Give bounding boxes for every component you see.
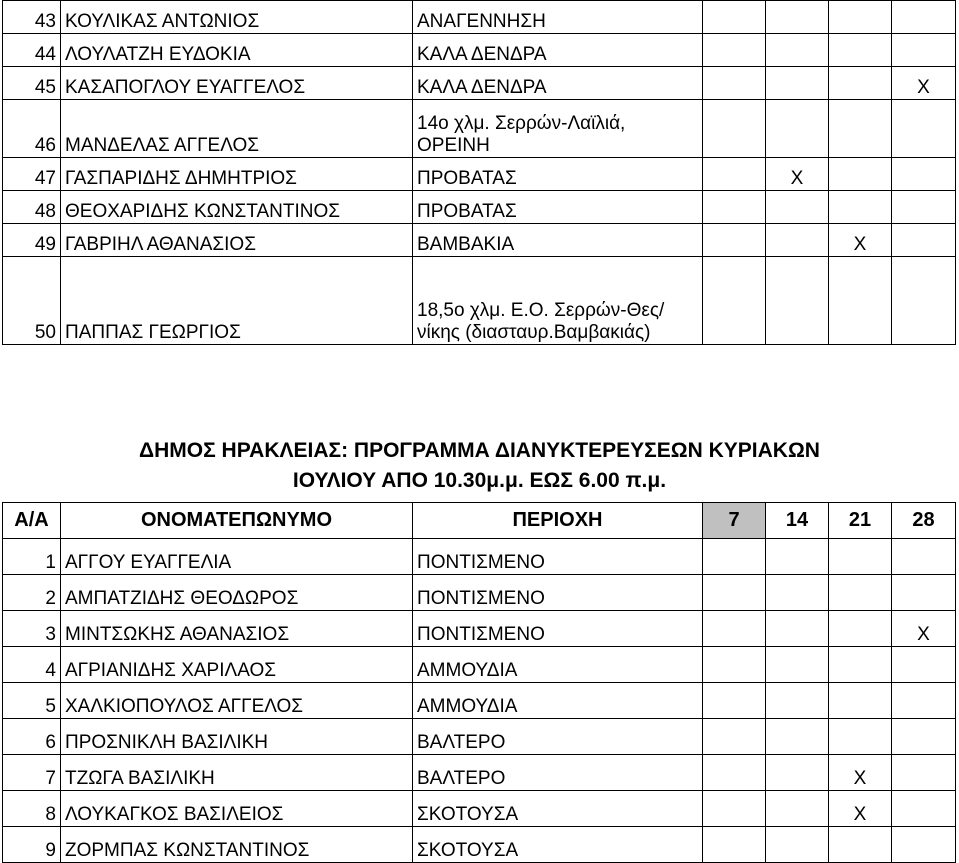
row-week-21	[829, 683, 892, 719]
row-area: 14ο χλμ. Σερρών-Λαϊλιά, ΟΡΕΙΝΗ	[413, 100, 703, 158]
row-week-7	[703, 755, 766, 791]
table-row	[3, 191, 956, 224]
row-week-28	[892, 224, 956, 257]
row-name: ΓΑΒΡΙΗΛ ΑΘΑΝΑΣΙΟΣ	[61, 224, 413, 257]
row-week-14	[766, 683, 829, 719]
row-week-14	[766, 224, 829, 257]
row-week-28	[892, 827, 956, 863]
row-number: 43	[3, 1, 61, 34]
row-area: ΠΟΝΤΙΣΜΕΝΟ	[413, 575, 703, 611]
row-week-14	[766, 827, 829, 863]
row-number: 50	[3, 257, 61, 345]
row-area: ΒΑΛΤΕΡΟ	[413, 719, 703, 755]
header-week-7: 7	[703, 503, 766, 539]
row-week-28	[892, 575, 956, 611]
row-week-21	[829, 1, 892, 34]
row-week-28	[892, 158, 956, 191]
table-row	[3, 683, 956, 719]
row-name: ΓΑΣΠΑΡΙΔΗΣ ΔΗΜΗΤΡΙΟΣ	[61, 158, 413, 191]
header-area: ΠΕΡΙΟΧΗ	[413, 503, 703, 539]
header-week-21: 21	[829, 503, 892, 539]
row-name: ΜΙΝΤΣΩΚΗΣ ΑΘΑΝΑΣΙΟΣ	[61, 611, 413, 647]
row-area: ΒΑΛΤΕΡΟ	[413, 755, 703, 791]
row-name: ΚΑΣΑΠΟΓΛΟΥ ΕΥΑΓΓΕΛΟΣ	[61, 67, 413, 100]
row-week-21	[829, 191, 892, 224]
table-row	[3, 647, 956, 683]
row-week-14	[766, 1, 829, 34]
row-week-7	[703, 791, 766, 827]
table-row	[3, 611, 956, 647]
row-area: ΠΟΝΤΙΣΜΕΝΟ	[413, 611, 703, 647]
header-name: ΟΝΟΜΑΤΕΠΩΝΥΜΟ	[61, 503, 413, 539]
row-week-28	[892, 257, 956, 345]
header-row	[3, 503, 956, 539]
row-week-7	[703, 827, 766, 863]
row-number: 45	[3, 67, 61, 100]
row-number: 46	[3, 100, 61, 158]
row-week-14	[766, 755, 829, 791]
row-number: 4	[3, 647, 61, 683]
row-week-14: X	[766, 158, 829, 191]
row-name: ΤΖΩΓΑ ΒΑΣΙΛΙΚΗ	[61, 755, 413, 791]
row-name: ΑΓΓΟΥ ΕΥΑΓΓΕΛΙΑ	[61, 539, 413, 575]
row-week-7	[703, 1, 766, 34]
table-row	[3, 827, 956, 863]
row-number: 9	[3, 827, 61, 863]
schedule-title	[0, 436, 959, 496]
row-area: ΣΚΟΤΟΥΣΑ	[413, 827, 703, 863]
row-name: ΜΑΝΔΕΛΑΣ ΑΓΓΕΛΟΣ	[61, 100, 413, 158]
table-row	[3, 224, 956, 257]
row-week-7	[703, 34, 766, 67]
row-week-28	[892, 683, 956, 719]
table-row	[3, 575, 956, 611]
row-week-28	[892, 191, 956, 224]
row-name: ΛΟΥΚΑΓΚΟΣ ΒΑΣΙΛΕΙΟΣ	[61, 791, 413, 827]
row-week-28	[892, 755, 956, 791]
row-week-7	[703, 683, 766, 719]
row-week-7	[703, 100, 766, 158]
row-week-21: X	[829, 224, 892, 257]
row-week-14	[766, 67, 829, 100]
row-number: 3	[3, 611, 61, 647]
row-number: 48	[3, 191, 61, 224]
row-name: ΖΟΡΜΠΑΣ ΚΩΝΣΤΑΝΤΙΝΟΣ	[61, 827, 413, 863]
top-table-body	[3, 1, 956, 345]
row-week-21	[829, 575, 892, 611]
row-area: ΣΚΟΤΟΥΣΑ	[413, 791, 703, 827]
schedule-table-top	[2, 0, 956, 345]
row-area: ΒΑΜΒΑΚΙΑ	[413, 224, 703, 257]
row-week-21	[829, 158, 892, 191]
row-week-7	[703, 191, 766, 224]
row-week-7	[703, 647, 766, 683]
row-week-21	[829, 100, 892, 158]
row-week-7	[703, 224, 766, 257]
row-week-28	[892, 719, 956, 755]
row-week-21: X	[829, 755, 892, 791]
row-week-21: X	[829, 791, 892, 827]
row-number: 47	[3, 158, 61, 191]
row-area: ΚΑΛΑ ΔΕΝΔΡΑ	[413, 67, 703, 100]
header-week-28: 28	[892, 503, 956, 539]
table-row	[3, 719, 956, 755]
row-week-21	[829, 647, 892, 683]
row-week-21	[829, 539, 892, 575]
row-week-7	[703, 67, 766, 100]
row-number: 49	[3, 224, 61, 257]
row-area: ΠΡΟΒΑΤΑΣ	[413, 191, 703, 224]
row-week-28	[892, 34, 956, 67]
row-week-28	[892, 539, 956, 575]
row-week-7	[703, 539, 766, 575]
row-week-28	[892, 647, 956, 683]
row-week-14	[766, 539, 829, 575]
row-area: 18,5ο χλμ. Ε.Ο. Σερρών-Θες/νίκης (διασταυρ.Βαμβακιάς)	[413, 257, 703, 345]
table-row	[3, 158, 956, 191]
row-week-21	[829, 34, 892, 67]
row-number: 6	[3, 719, 61, 755]
table-row	[3, 100, 956, 158]
row-name: ΚΟΥΛΙΚΑΣ ΑΝΤΩΝΙΟΣ	[61, 1, 413, 34]
row-week-21	[829, 257, 892, 345]
row-area: ΚΑΛΑ ΔΕΝΔΡΑ	[413, 34, 703, 67]
row-week-28	[892, 791, 956, 827]
row-week-21	[829, 827, 892, 863]
row-number: 8	[3, 791, 61, 827]
table-row	[3, 257, 956, 345]
row-week-14	[766, 34, 829, 67]
row-week-28	[892, 1, 956, 34]
table-row	[3, 67, 956, 100]
row-week-14	[766, 257, 829, 345]
row-week-7	[703, 575, 766, 611]
row-area: ΠΡΟΒΑΤΑΣ	[413, 158, 703, 191]
schedule-table-bottom	[2, 502, 956, 863]
row-week-14	[766, 611, 829, 647]
row-number: 5	[3, 683, 61, 719]
row-week-7	[703, 158, 766, 191]
header-week-14: 14	[766, 503, 829, 539]
row-week-14	[766, 100, 829, 158]
row-week-7	[703, 719, 766, 755]
row-week-14	[766, 791, 829, 827]
row-week-14	[766, 575, 829, 611]
table-row	[3, 539, 956, 575]
row-name: ΑΜΠΑΤΖΙΔΗΣ ΘΕΟΔΩΡΟΣ	[61, 575, 413, 611]
row-area: ΠΟΝΤΙΣΜΕΝΟ	[413, 539, 703, 575]
row-number: 2	[3, 575, 61, 611]
title-line-2: ΙΟΥΛΙΟΥ ΑΠΟ 10.30μ.μ. ΕΩΣ 6.00 π.μ.	[292, 469, 667, 492]
row-name: ΛΟΥΛΑΤΖΗ ΕΥΔΟΚΙΑ	[61, 34, 413, 67]
title-line-1: ΔΗΜΟΣ ΗΡΑΚΛΕΙΑΣ: ΠΡΟΓΡΑΜΜΑ ΔΙΑΝΥΚΤΕΡΕΥΣΕΩΝ ΚΥΡΙΑΚΩΝ	[139, 439, 820, 462]
row-week-28	[892, 100, 956, 158]
table-row	[3, 755, 956, 791]
row-number: 7	[3, 755, 61, 791]
row-week-14	[766, 719, 829, 755]
table-row	[3, 34, 956, 67]
row-week-21	[829, 719, 892, 755]
row-area: ΑΜΜΟΥΔΙΑ	[413, 647, 703, 683]
row-week-14	[766, 647, 829, 683]
row-week-21	[829, 67, 892, 100]
table-row	[3, 791, 956, 827]
bottom-table-body	[3, 539, 956, 863]
header-num: Α/Α	[3, 503, 61, 539]
row-week-7	[703, 611, 766, 647]
row-week-28: X	[892, 611, 956, 647]
row-area: ΑΝΑΓΕΝΝΗΣΗ	[413, 1, 703, 34]
row-name: ΠΑΠΠΑΣ ΓΕΩΡΓΙΟΣ	[61, 257, 413, 345]
row-week-14	[766, 191, 829, 224]
row-name: ΧΑΛΚΙΟΠΟΥΛΟΣ ΑΓΓΕΛΟΣ	[61, 683, 413, 719]
row-area: ΑΜΜΟΥΔΙΑ	[413, 683, 703, 719]
row-number: 44	[3, 34, 61, 67]
row-week-28: X	[892, 67, 956, 100]
row-week-7	[703, 257, 766, 345]
row-name: ΑΓΡΙΑΝΙΔΗΣ ΧΑΡΙΛΑΟΣ	[61, 647, 413, 683]
row-name: ΠΡΟΣΝΙΚΛΗ ΒΑΣΙΛΙΚΗ	[61, 719, 413, 755]
row-week-21	[829, 611, 892, 647]
row-number: 1	[3, 539, 61, 575]
table-row	[3, 1, 956, 34]
row-name: ΘΕΟΧΑΡΙΔΗΣ ΚΩΝΣΤΑΝΤΙΝΟΣ	[61, 191, 413, 224]
